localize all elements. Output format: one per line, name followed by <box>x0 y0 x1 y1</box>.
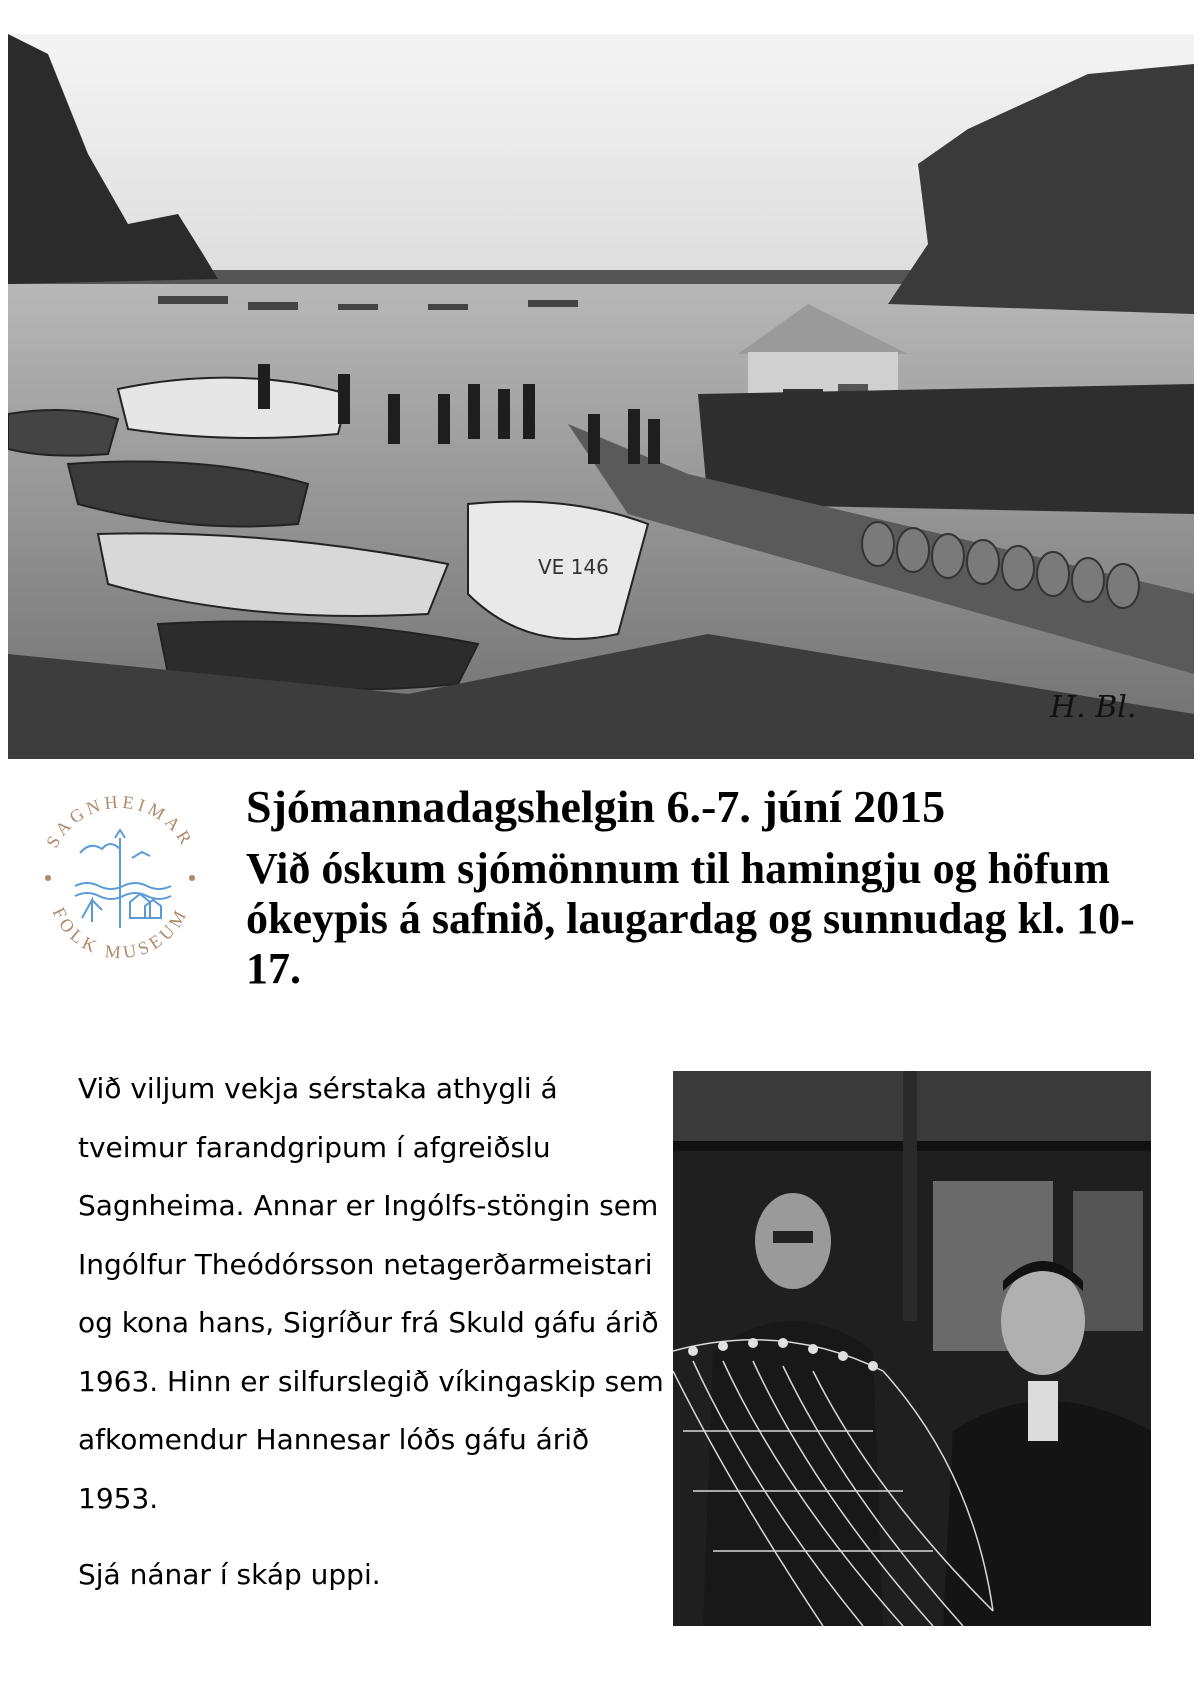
netmakers-photo <box>673 1071 1151 1626</box>
body-note: Sjá nánar í skáp uppi. <box>78 1558 381 1591</box>
headline <box>246 780 1176 994</box>
headline-subtitle: Við óskum sjómönnum til hamingju og höfum ókeypis á safnið, laugardag og sunnudag kl. 10-17. <box>246 844 1135 993</box>
logo-arc-bottom: FOLK MUSEUM <box>48 903 192 963</box>
body-text <box>78 1060 668 1605</box>
body-paragraph: Við viljum vekja sérstaka athygli á tveimur farandgripum í afgreiðslu Sagnheima. Annar er Ingólfs-stöngin sem Ingólfur Theódórsson netagerðarmeistari og kona hans, Sigríður frá Skuld gáfu árið 1963. Hinn er silfurslegið víkingaskip sem afkomendur Hannesar lóðs gáfu árið 1953. <box>78 1072 664 1515</box>
logo-emblem-icon <box>75 830 171 928</box>
boat-marking: VE 146 <box>538 555 609 579</box>
logo-arc-top: SAGNHEIMAR <box>42 791 198 851</box>
sagnheimar-logo <box>20 778 220 978</box>
photo-signature: H. Bl. <box>1050 690 1137 725</box>
harbor-photo <box>8 34 1194 759</box>
headline-title: Sjómannadagshelgin 6.-7. júní 2015 <box>246 781 946 832</box>
